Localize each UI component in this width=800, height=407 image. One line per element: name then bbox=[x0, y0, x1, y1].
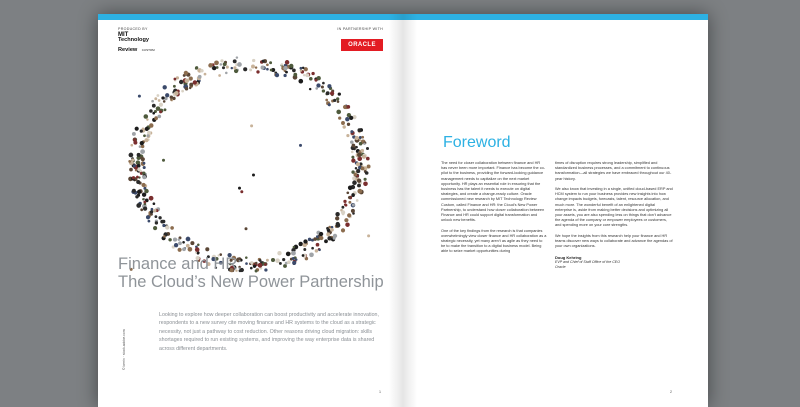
signature-role: EVP and Chief of Staff Office of the CEO bbox=[555, 259, 620, 264]
mit-technology-review-logo bbox=[118, 33, 155, 53]
signature-company: Oracle bbox=[555, 265, 566, 270]
cover-title bbox=[118, 255, 384, 291]
logo-line-custom: CUSTOM bbox=[141, 47, 155, 52]
signature-name: Doug Kehring bbox=[555, 254, 582, 260]
top-stripe bbox=[403, 14, 708, 20]
logo-line-technology: Technology bbox=[118, 37, 149, 44]
top-stripe bbox=[98, 14, 403, 20]
gutter-shade bbox=[403, 14, 417, 407]
photo-credit: © kerrin · stock.adobe.com bbox=[122, 329, 126, 370]
page-number-right: 2 bbox=[670, 390, 672, 394]
right-page bbox=[403, 14, 708, 407]
body-column-right bbox=[555, 161, 673, 270]
in-partnership-label: IN PARTNERSHIP WITH bbox=[337, 27, 383, 31]
paragraph: The need for closer collaboration between finance and HR has never been more important. Finance has become the co-pilot to the business, providing the forward-looking guidance management needs to capitalize on the next market opportunity. HR plays an essential role in ensuring that the business has the talent it needs to execute on digital strategies, and create a change-ready culture. Oracle commissioned new research by MIT Technology Review Custom, called Finance and HR: the Cloud’s New Power Partnership, to understand how closer collaboration between Finance and HR could support digital transformation and unlock new benefits. bbox=[441, 161, 546, 223]
produced-by-label: PRODUCED BY bbox=[118, 27, 148, 31]
paragraph: We also know that investing in a single, unified cloud-based ERP and HCM system to run your business provides new insights into how change impacts budgets, forecasts, talent, resource allocation, and much more. The wonderful benefit of an enlightened digital enterprise is, aside from making better decisions and optimizing all your assets, you are also spending less on things that don’t advance the agenda of the company or empower employees or customers, and spending more on your core strengths. bbox=[555, 187, 673, 228]
left-page bbox=[98, 14, 403, 407]
paragraph: We hope the insights from this research help your finance and HR teams discover new ways to collaborate and advance the agendas of your own organizations. bbox=[555, 233, 673, 249]
cover-title-line-2: The Cloud’s New Power Partnership bbox=[118, 273, 384, 291]
body-column-left bbox=[441, 161, 547, 260]
oracle-logo: ORACLE bbox=[341, 39, 383, 51]
logo-line-mit: MIT bbox=[118, 32, 129, 38]
crowd-circle-image bbox=[106, 54, 392, 286]
paragraph: times of disruption requires strong leadership, simplified and standardized business processes, and a commitment to continuous transformation—all strategies we have embraced throughout our 40-year history. bbox=[555, 161, 672, 181]
logo-line-review: Review bbox=[118, 46, 138, 53]
page-number-left: 1 bbox=[379, 390, 381, 394]
paragraph: One of the key findings from the research is that companies overwhelmingly view closer finance and HR collaboration as a strategic necessity, yet many aren’t as agile as they need to be to make the transition to a digital business model. Being able to seize market opportunities during bbox=[441, 228, 547, 254]
cover-title-line-1: Finance and HR: bbox=[118, 255, 242, 273]
foreword-heading: Foreword bbox=[443, 134, 511, 151]
intro-paragraph: Looking to explore how deeper collaboration can boost productivity and accelerate innovation, respondents to a new survey cite moving finance and HR systems to the cloud as a strategic necessity, not just a pathway to cost reduction. Other reasons driving cloud migration: skills shortages required to run existing systems, and improving the way enterprise data is shared across different departments. bbox=[159, 312, 379, 352]
